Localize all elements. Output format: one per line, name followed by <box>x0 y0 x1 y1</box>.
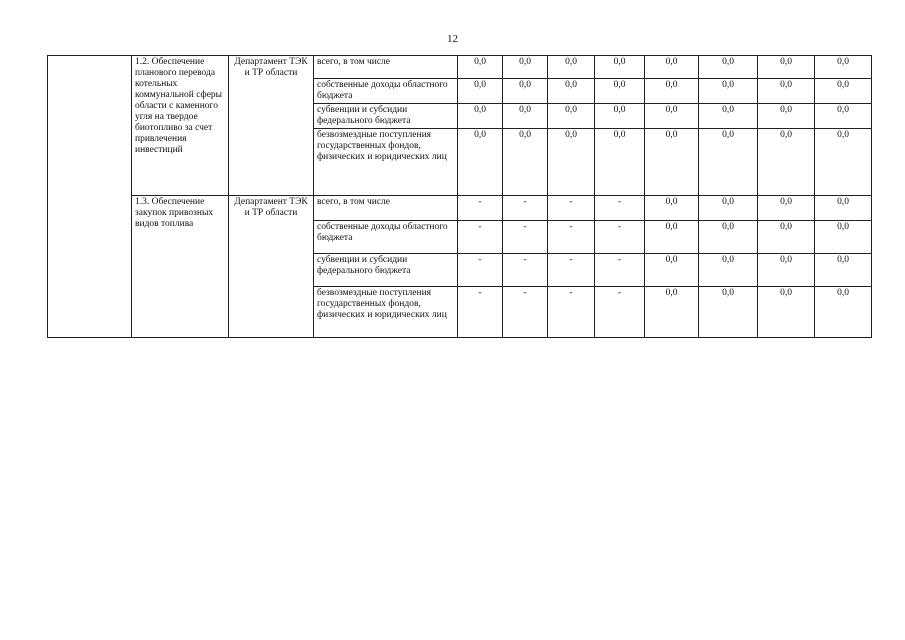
value-cell: 0,0 <box>548 79 595 104</box>
value-cell: 0,0 <box>815 254 872 287</box>
funding-source-cell: субвенции и субсидии федерального бюджета <box>314 254 458 287</box>
value-cell: - <box>503 287 548 338</box>
value-cell: 0,0 <box>758 287 815 338</box>
funding-source-cell: всего, в том числе <box>314 56 458 79</box>
value-cell: 0,0 <box>645 104 699 129</box>
funding-source-cell: собственные доходы областного бюджета <box>314 221 458 254</box>
value-cell: - <box>595 254 645 287</box>
value-cell: 0,0 <box>645 254 699 287</box>
value-cell: - <box>595 196 645 221</box>
value-cell: 0,0 <box>645 221 699 254</box>
value-cell: 0,0 <box>699 79 758 104</box>
value-cell: 0,0 <box>758 129 815 196</box>
value-cell: 0,0 <box>458 79 503 104</box>
value-cell: 0,0 <box>645 196 699 221</box>
value-cell: 0,0 <box>815 196 872 221</box>
value-cell: 0,0 <box>503 129 548 196</box>
value-cell: 0,0 <box>548 56 595 79</box>
value-cell: - <box>458 254 503 287</box>
value-cell: 0,0 <box>645 79 699 104</box>
activity-name-cell: 1.2. Обеспечение планового перевода котельных коммунальной сферы области с каменного угля на твердое биотопливо за счет привлечения инвестиций <box>132 56 229 196</box>
value-cell: 0,0 <box>458 56 503 79</box>
value-cell: 0,0 <box>758 221 815 254</box>
value-cell: - <box>458 196 503 221</box>
value-cell: 0,0 <box>503 79 548 104</box>
value-cell: 0,0 <box>458 129 503 196</box>
table-row <box>48 56 872 79</box>
value-cell: - <box>595 287 645 338</box>
budget-table <box>47 55 872 338</box>
value-cell: 0,0 <box>595 129 645 196</box>
funding-source-cell: субвенции и субсидии федерального бюджета <box>314 104 458 129</box>
value-cell: 0,0 <box>548 104 595 129</box>
value-cell: - <box>548 254 595 287</box>
value-cell: 0,0 <box>699 104 758 129</box>
value-cell: 0,0 <box>699 221 758 254</box>
value-cell: 0,0 <box>815 287 872 338</box>
value-cell: 0,0 <box>699 196 758 221</box>
value-cell: 0,0 <box>458 104 503 129</box>
value-cell: - <box>503 221 548 254</box>
funding-source-cell: безвозмездные поступления государственных фондов, физических и юридических лиц <box>314 287 458 338</box>
value-cell: 0,0 <box>595 56 645 79</box>
value-cell: 0,0 <box>595 104 645 129</box>
funding-source-cell: всего, в том числе <box>314 196 458 221</box>
value-cell: 0,0 <box>503 104 548 129</box>
value-cell: - <box>595 221 645 254</box>
value-cell: 0,0 <box>699 56 758 79</box>
department-cell: Департамент ТЭК и ТР области <box>229 56 314 196</box>
value-cell: 0,0 <box>645 56 699 79</box>
value-cell: - <box>503 196 548 221</box>
value-cell: 0,0 <box>503 56 548 79</box>
value-cell: 0,0 <box>645 287 699 338</box>
value-cell: 0,0 <box>815 56 872 79</box>
value-cell: 0,0 <box>758 196 815 221</box>
value-cell: - <box>503 254 548 287</box>
value-cell: 0,0 <box>815 104 872 129</box>
value-cell: 0,0 <box>758 79 815 104</box>
value-cell: 0,0 <box>645 129 699 196</box>
value-cell: 0,0 <box>815 79 872 104</box>
value-cell: 0,0 <box>595 79 645 104</box>
table-row <box>48 196 872 221</box>
value-cell: 0,0 <box>548 129 595 196</box>
value-cell: 0,0 <box>815 129 872 196</box>
value-cell: 0,0 <box>758 56 815 79</box>
value-cell: 0,0 <box>758 254 815 287</box>
activity-name-cell: 1.3. Обеспечение закупок привозных видов топлива <box>132 196 229 338</box>
value-cell: 0,0 <box>758 104 815 129</box>
page-number: 12 <box>447 33 458 45</box>
department-cell: Департамент ТЭК и ТР области <box>229 196 314 338</box>
value-cell: 0,0 <box>815 221 872 254</box>
value-cell: - <box>458 221 503 254</box>
value-cell: 0,0 <box>699 287 758 338</box>
value-cell: 0,0 <box>699 254 758 287</box>
value-cell: - <box>548 221 595 254</box>
value-cell: - <box>548 196 595 221</box>
funding-source-cell: безвозмездные поступления государственных фондов, физических и юридических лиц <box>314 129 458 196</box>
value-cell: - <box>548 287 595 338</box>
value-cell: - <box>458 287 503 338</box>
empty-number-cell <box>48 56 132 338</box>
value-cell: 0,0 <box>699 129 758 196</box>
funding-source-cell: собственные доходы областного бюджета <box>314 79 458 104</box>
